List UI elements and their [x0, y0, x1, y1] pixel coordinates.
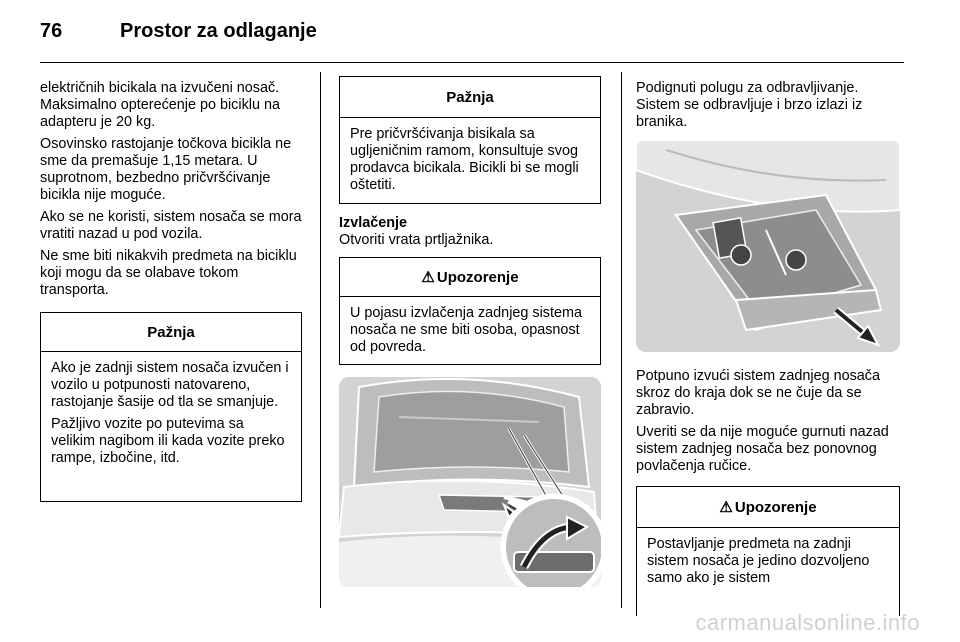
section-heading: Izvlačenje: [339, 215, 407, 231]
warning-body: [340, 297, 600, 356]
warning-heading-row: [340, 258, 600, 297]
notice-heading: Pažnja: [340, 77, 600, 118]
page-title: Prostor za odlaganje: [120, 20, 317, 42]
notice-box: [339, 76, 601, 204]
paragraph: Otvoriti vrata prtljažnika.: [339, 232, 494, 248]
paragraph: Uveriti se da nije moguće gurnuti nazad sistem zadnjeg nosača bez ponovnog povlačenja ručice.: [636, 424, 889, 474]
warning-heading: Upozorenje: [734, 498, 817, 516]
warning-heading: Upozorenje: [436, 268, 519, 286]
paragraph: električnih bicikala na izvučeni nosač. Maksimalno opterećenje po biciklu na adapteru je 20 kg.: [40, 80, 280, 130]
column-divider: [621, 72, 622, 608]
paragraph: Ako se ne koristi, sistem nosača se mora vratiti nazad u pod vozila.: [40, 209, 302, 242]
notice-text: Pre pričvršćivanja bisikala sa ugljeničnim ramom, konsultuje svog prodavca bicikala. Bicikli bi se mogli oštetiti.: [350, 126, 579, 193]
notice-box: [40, 312, 302, 502]
header-rule: [40, 62, 904, 63]
warning-box: [636, 486, 900, 616]
notice-body: [340, 118, 600, 194]
notice-text: Ako je zadnji sistem nosača izvučen i vozilo u potpunosti natovareno, rastojanje šasije od tla se smanjuje.: [51, 360, 289, 410]
car-rear-drawing: [339, 377, 601, 587]
warning-text: Postavljanje predmeta na zadnji sistem nosača je jedino dozvoljeno samo ako je sistem: [647, 536, 870, 586]
rear-carrier-illustration: [636, 140, 900, 352]
warning-text: U pojasu izvlačenja zadnjeg sistema nosača ne sme biti osoba, opasnost od povreda.: [350, 305, 582, 355]
warning-box: [339, 257, 601, 365]
column-3-text: [636, 368, 904, 480]
paragraph: Osovinsko rastojanje točkova bicikla ne sme da premašuje 1,15 metara. U suprotnom, bezbedno pričvršćivanje bicikla nije moguće.: [40, 136, 292, 203]
paragraph: Podignuti polugu za odbravljivanje. Sistem se odbravljuje i brzo izlazi iz branika.: [636, 80, 863, 130]
column-1: [40, 80, 306, 304]
page-number: 76: [40, 20, 63, 42]
notice-heading: Pažnja: [41, 313, 301, 352]
warning-body: [637, 528, 899, 587]
footer-watermark: carmanualsonline.info: [695, 610, 920, 635]
paragraph: Potpuno izvući sistem zadnjeg nosača skroz do kraja dok se ne čuje da se zabravio.: [636, 368, 880, 418]
notice-body: [41, 352, 301, 467]
tailgate-lever-illustration: [339, 377, 601, 587]
warning-icon: ⚠: [421, 269, 435, 286]
warning-icon: ⚠: [719, 499, 733, 516]
column-divider: [320, 72, 321, 608]
carrier-drawing: [636, 140, 900, 352]
warning-heading-row: [637, 487, 899, 528]
notice-text: Pažljivo vozite po putevima sa velikim nagibom ili kada vozite preko rampe, izbočine, itd.: [51, 416, 285, 466]
section: [339, 215, 601, 249]
paragraph: Ne sme biti nikakvih predmeta na biciklu koji mogu da se olabave tokom transporta.: [40, 248, 297, 298]
